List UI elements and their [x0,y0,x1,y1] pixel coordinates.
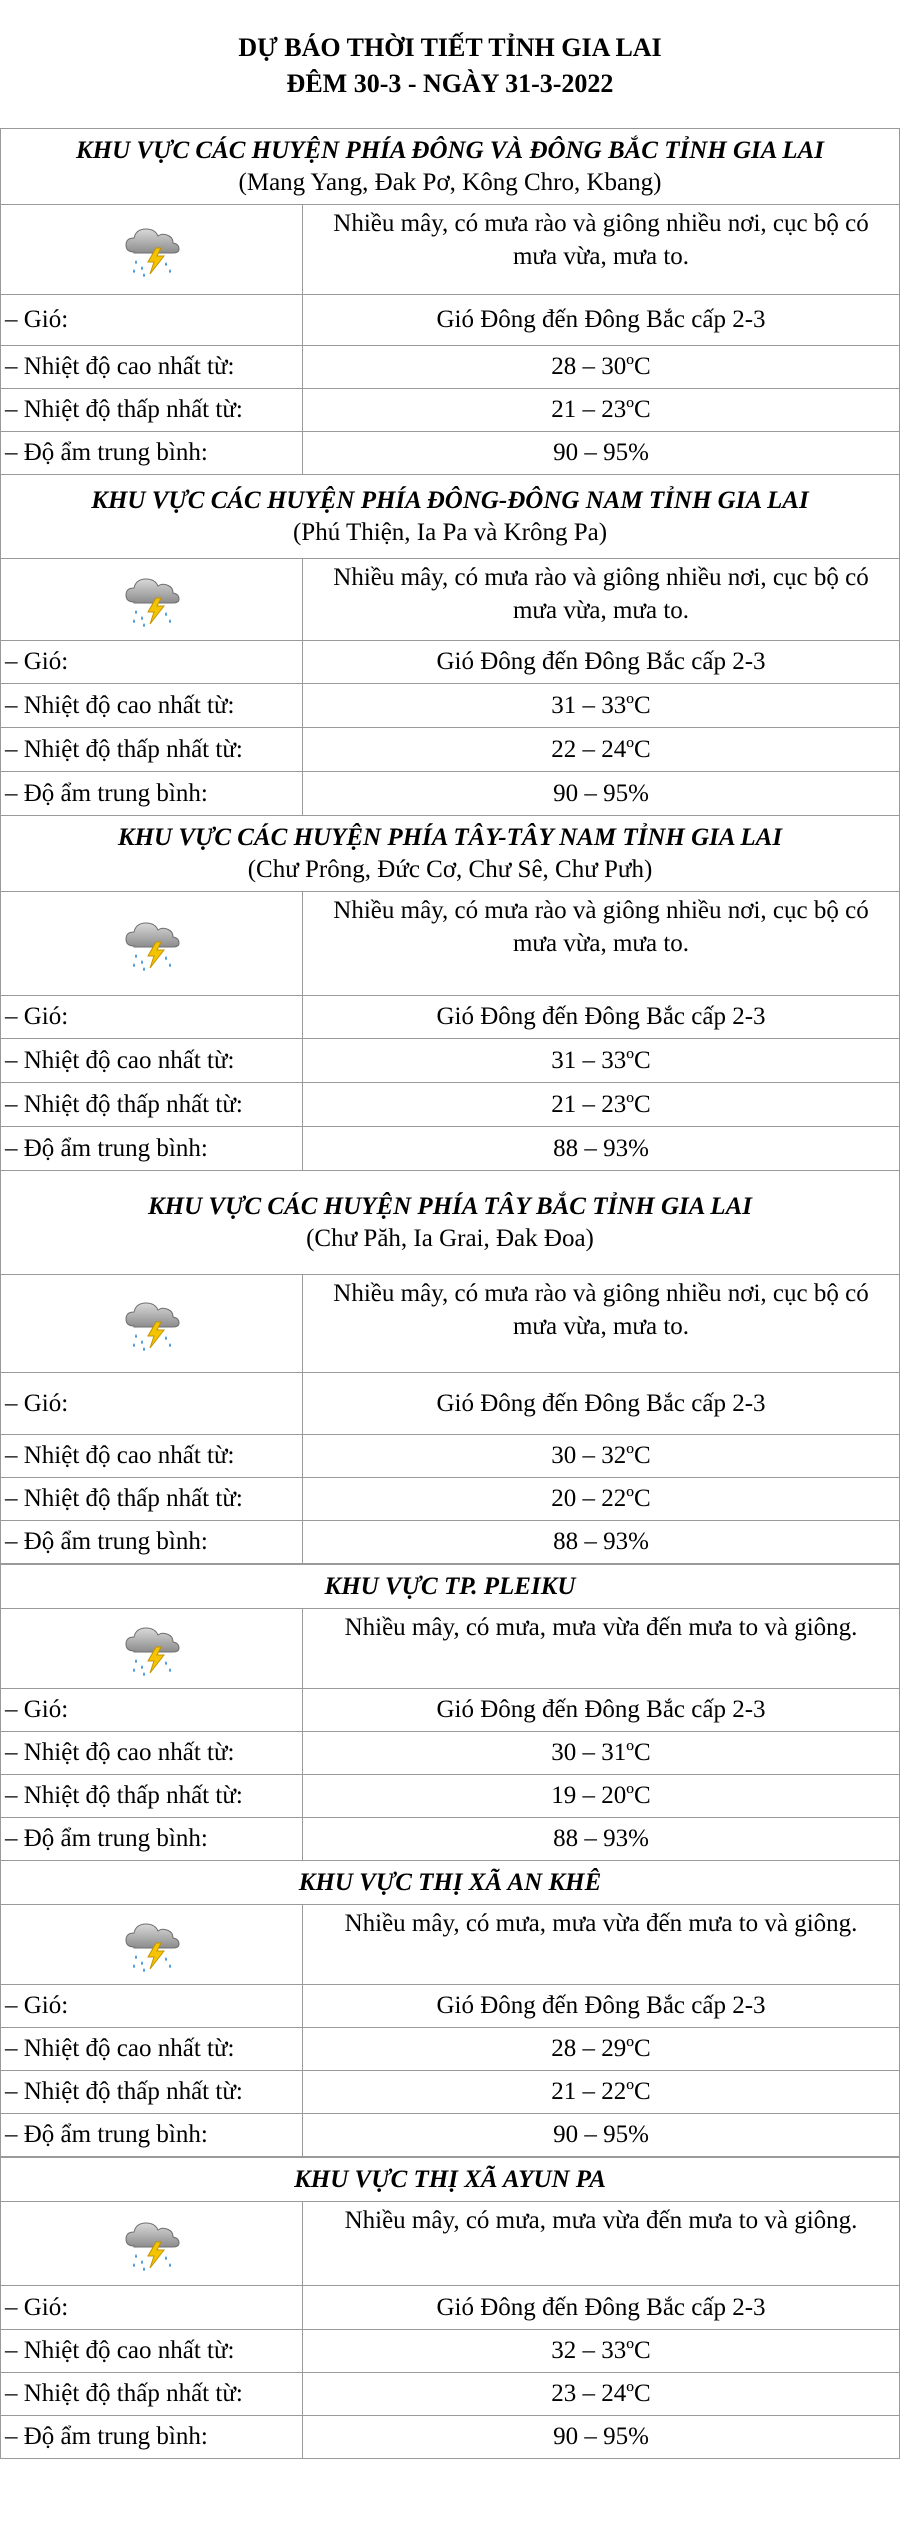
document-title [0,30,900,102]
region-header [1,1861,900,1905]
max-temp-value: 31 – 33ºC [303,684,900,728]
min-temp-value: 20 – 22ºC [303,1478,900,1521]
min-temp-value: 22 – 24ºC [303,728,900,772]
max-temp-value: 28 – 30ºC [303,346,900,389]
cloud-thunder-rain-icon [120,220,184,280]
wind-value: Gió Đông đến Đông Bắc cấp 2-3 [303,1985,900,2028]
region-title: KHU VỰC THỊ XÃ AYUN PA [294,2165,606,2193]
min-temp-value: 23 – 24ºC [303,2373,900,2416]
min-temp-label: – Nhiệt độ thấp nhất từ: [1,389,303,432]
max-temp-value: 30 – 31ºC [303,1732,900,1775]
wind-label: – Gió: [1,1373,303,1435]
weather-icon-cell [1,559,303,641]
weather-icon-cell [1,1905,303,1985]
region-table [0,1170,900,1564]
wind-value: Gió Đông đến Đông Bắc cấp 2-3 [303,641,900,684]
region-districts: (Chư Păh, Ia Grai, Đak Đoa) [306,1224,594,1252]
region-title: KHU VỰC CÁC HUYỆN PHÍA ĐÔNG-ĐÔNG NAM TỈNH GIA LAI [91,486,809,514]
max-temp-value: 30 – 32ºC [303,1435,900,1478]
cloud-thunder-rain-icon [120,914,184,974]
region-title: KHU VỰC CÁC HUYỆN PHÍA TÂY BẮC TỈNH GIA LAI [148,1192,752,1220]
region-header [1,1171,900,1275]
max-temp-value: 32 – 33ºC [303,2330,900,2373]
min-temp-label: – Nhiệt độ thấp nhất từ: [1,1478,303,1521]
humidity-label: – Độ ẩm trung bình: [1,1521,303,1564]
weather-icon-cell [1,205,303,295]
forecast-description: Nhiều mây, có mưa, mưa vừa đến mưa to và giông. [303,2202,900,2286]
humidity-label: – Độ ẩm trung bình: [1,1818,303,1861]
region-header [1,2158,900,2202]
region-title: KHU VỰC THỊ XÃ AN KHÊ [298,1868,602,1896]
forecast-description: Nhiều mây, có mưa, mưa vừa đến mưa to và giông. [303,1905,900,1985]
region-table [0,1860,900,2157]
wind-label: – Gió: [1,996,303,1039]
cloud-thunder-rain-icon [1,220,302,280]
humidity-value: 90 – 95% [303,2416,900,2459]
region-header [1,129,900,205]
cloud-thunder-rain-icon [120,1915,184,1975]
wind-value: Gió Đông đến Đông Bắc cấp 2-3 [303,2286,900,2330]
min-temp-label: – Nhiệt độ thấp nhất từ: [1,1775,303,1818]
max-temp-label: – Nhiệt độ cao nhất từ: [1,1732,303,1775]
humidity-label: – Độ ẩm trung bình: [1,1127,303,1171]
min-temp-value: 19 – 20ºC [303,1775,900,1818]
cloud-thunder-rain-icon [120,2214,184,2274]
title-line-1: DỰ BÁO THỜI TIẾT TỈNH GIA LAI [238,33,662,62]
forecast-description: Nhiều mây, có mưa, mưa vừa đến mưa to và giông. [303,1609,900,1689]
min-temp-value: 21 – 23ºC [303,1083,900,1127]
forecast-description: Nhiều mây, có mưa rào và giông nhiều nơi, cục bộ có mưa vừa, mưa to. [303,892,900,996]
cloud-thunder-rain-icon [1,1294,302,1354]
cloud-thunder-rain-icon [1,1619,302,1679]
humidity-value: 90 – 95% [303,772,900,816]
weather-icon-cell [1,1275,303,1373]
humidity-value: 88 – 93% [303,1521,900,1564]
max-temp-value: 28 – 29ºC [303,2028,900,2071]
weather-icon-cell [1,2202,303,2286]
wind-value: Gió Đông đến Đông Bắc cấp 2-3 [303,1689,900,1732]
cloud-thunder-rain-icon [1,1915,302,1975]
region-districts: (Phú Thiện, Ia Pa và Krông Pa) [292,518,608,546]
humidity-label: – Độ ẩm trung bình: [1,772,303,816]
wind-label: – Gió: [1,295,303,346]
cloud-thunder-rain-icon [120,570,184,630]
forecast-description: Nhiều mây, có mưa rào và giông nhiều nơi, cục bộ có mưa vừa, mưa to. [303,1275,900,1373]
max-temp-label: – Nhiệt độ cao nhất từ: [1,346,303,389]
region-title: KHU VỰC CÁC HUYỆN PHÍA TÂY-TÂY NAM TỈNH GIA LAI [117,823,783,851]
humidity-label: – Độ ẩm trung bình: [1,2114,303,2157]
humidity-label: – Độ ẩm trung bình: [1,2416,303,2459]
humidity-value: 90 – 95% [303,432,900,475]
weather-icon-cell [1,892,303,996]
region-header [1,1565,900,1609]
wind-value: Gió Đông đến Đông Bắc cấp 2-3 [303,1373,900,1435]
humidity-value: 88 – 93% [303,1127,900,1171]
forecast-description: Nhiều mây, có mưa rào và giông nhiều nơi, cục bộ có mưa vừa, mưa to. [303,205,900,295]
min-temp-label: – Nhiệt độ thấp nhất từ: [1,1083,303,1127]
region-table [0,815,900,1171]
weather-icon-cell [1,1609,303,1689]
cloud-thunder-rain-icon [1,914,302,974]
wind-label: – Gió: [1,2286,303,2330]
max-temp-value: 31 – 33ºC [303,1039,900,1083]
wind-label: – Gió: [1,1689,303,1732]
max-temp-label: – Nhiệt độ cao nhất từ: [1,2028,303,2071]
min-temp-value: 21 – 23ºC [303,389,900,432]
humidity-value: 90 – 95% [303,2114,900,2157]
cloud-thunder-rain-icon [120,1294,184,1354]
region-header [1,816,900,892]
min-temp-label: – Nhiệt độ thấp nhất từ: [1,2373,303,2416]
min-temp-label: – Nhiệt độ thấp nhất từ: [1,728,303,772]
min-temp-value: 21 – 22ºC [303,2071,900,2114]
region-header [1,475,900,559]
humidity-value: 88 – 93% [303,1818,900,1861]
region-title: KHU VỰC CÁC HUYỆN PHÍA ĐÔNG VÀ ĐÔNG BẮC TỈNH GIA LAI [76,136,824,164]
wind-label: – Gió: [1,641,303,684]
min-temp-label: – Nhiệt độ thấp nhất từ: [1,2071,303,2114]
max-temp-label: – Nhiệt độ cao nhất từ: [1,1435,303,1478]
region-districts: (Mang Yang, Đak Pơ, Kông Chro, Kbang) [238,168,662,196]
title-line-2: ĐÊM 30-3 - NGÀY 31-3-2022 [286,69,614,98]
region-table [0,128,900,475]
max-temp-label: – Nhiệt độ cao nhất từ: [1,2330,303,2373]
wind-value: Gió Đông đến Đông Bắc cấp 2-3 [303,295,900,346]
humidity-label: – Độ ẩm trung bình: [1,432,303,475]
region-table [0,474,900,816]
region-title: KHU VỰC TP. PLEIKU [324,1572,576,1600]
cloud-thunder-rain-icon [1,570,302,630]
wind-value: Gió Đông đến Đông Bắc cấp 2-3 [303,996,900,1039]
region-table [0,2157,900,2459]
max-temp-label: – Nhiệt độ cao nhất từ: [1,684,303,728]
cloud-thunder-rain-icon [120,1619,184,1679]
cloud-thunder-rain-icon [1,2214,302,2274]
region-table [0,1564,900,1861]
forecast-description: Nhiều mây, có mưa rào và giông nhiều nơi, cục bộ có mưa vừa, mưa to. [303,559,900,641]
wind-label: – Gió: [1,1985,303,2028]
region-districts: (Chư Prông, Đức Cơ, Chư Sê, Chư Pưh) [247,855,653,883]
max-temp-label: – Nhiệt độ cao nhất từ: [1,1039,303,1083]
